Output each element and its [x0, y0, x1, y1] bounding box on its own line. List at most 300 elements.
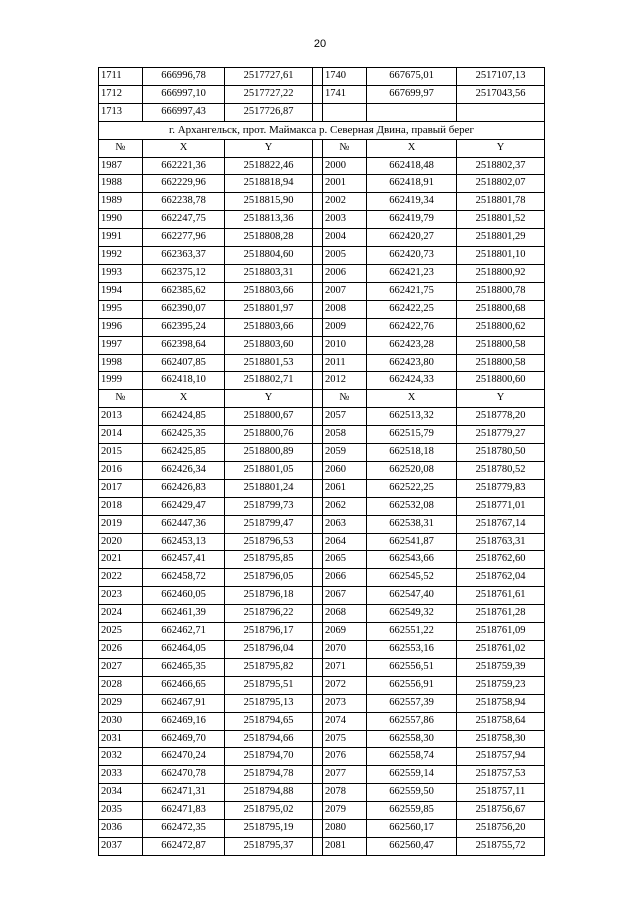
- x-coordinate: 662467,91: [143, 694, 225, 712]
- column-gap: [313, 157, 323, 175]
- point-number: 2035: [99, 802, 143, 820]
- y-coordinate: 2518801,05: [225, 461, 313, 479]
- column-gap: [313, 139, 323, 157]
- header-y: Y: [457, 139, 545, 157]
- point-number: 2061: [323, 479, 367, 497]
- table-row: [99, 605, 545, 623]
- point-number: 2068: [323, 605, 367, 623]
- column-gap: [313, 676, 323, 694]
- x-coordinate: 662470,24: [143, 748, 225, 766]
- y-coordinate: 2518758,30: [457, 730, 545, 748]
- x-coordinate: 662407,85: [143, 354, 225, 372]
- point-number: 1993: [99, 264, 143, 282]
- y-coordinate: 2518796,22: [225, 605, 313, 623]
- point-number: 2019: [99, 515, 143, 533]
- header-x: X: [143, 390, 225, 408]
- y-coordinate: 2518755,72: [457, 837, 545, 855]
- y-coordinate: [457, 103, 545, 121]
- y-coordinate: 2518801,29: [457, 229, 545, 247]
- point-number: 2009: [323, 318, 367, 336]
- x-coordinate: 662421,75: [367, 282, 457, 300]
- x-coordinate: 662541,87: [367, 533, 457, 551]
- y-coordinate: 2518808,28: [225, 229, 313, 247]
- table-row: [99, 694, 545, 712]
- y-coordinate: 2518794,78: [225, 766, 313, 784]
- table-row: [99, 587, 545, 605]
- y-coordinate: 2518757,11: [457, 784, 545, 802]
- point-number: 2059: [323, 444, 367, 462]
- table-row: [99, 497, 545, 515]
- y-coordinate: 2518801,78: [457, 193, 545, 211]
- y-coordinate: 2518804,60: [225, 247, 313, 265]
- y-coordinate: 2518795,51: [225, 676, 313, 694]
- y-coordinate: 2518757,94: [457, 748, 545, 766]
- y-coordinate: 2518771,01: [457, 497, 545, 515]
- table-row: [99, 426, 545, 444]
- x-coordinate: 662472,87: [143, 837, 225, 855]
- coordinates-table: [98, 67, 545, 856]
- point-number: 2064: [323, 533, 367, 551]
- point-number: 2014: [99, 426, 143, 444]
- point-number: 2074: [323, 712, 367, 730]
- x-coordinate: 662518,18: [367, 444, 457, 462]
- y-coordinate: 2518795,37: [225, 837, 313, 855]
- x-coordinate: 662221,36: [143, 157, 225, 175]
- table-row: [99, 85, 545, 103]
- y-coordinate: 2518796,18: [225, 587, 313, 605]
- header-row: [99, 390, 545, 408]
- point-number: [323, 103, 367, 121]
- column-gap: [313, 515, 323, 533]
- point-number: 1987: [99, 157, 143, 175]
- table-row: [99, 837, 545, 855]
- point-number: 2060: [323, 461, 367, 479]
- y-coordinate: 2518794,66: [225, 730, 313, 748]
- x-coordinate: 662447,36: [143, 515, 225, 533]
- column-gap: [313, 623, 323, 641]
- x-coordinate: 662559,14: [367, 766, 457, 784]
- column-gap: [313, 802, 323, 820]
- y-coordinate: 2518756,67: [457, 802, 545, 820]
- point-number: 2077: [323, 766, 367, 784]
- point-number: 2015: [99, 444, 143, 462]
- x-coordinate: 662422,76: [367, 318, 457, 336]
- y-coordinate: 2518800,78: [457, 282, 545, 300]
- x-coordinate: 662418,48: [367, 157, 457, 175]
- y-coordinate: 2518756,20: [457, 820, 545, 838]
- column-gap: [313, 766, 323, 784]
- point-number: 2026: [99, 641, 143, 659]
- point-number: 2008: [323, 300, 367, 318]
- y-coordinate: 2517726,87: [225, 103, 313, 121]
- table-row: [99, 157, 545, 175]
- y-coordinate: 2518801,10: [457, 247, 545, 265]
- column-gap: [313, 247, 323, 265]
- y-coordinate: 2518759,39: [457, 658, 545, 676]
- table-row: [99, 211, 545, 229]
- x-coordinate: 662422,25: [367, 300, 457, 318]
- column-gap: [313, 211, 323, 229]
- column-gap: [313, 426, 323, 444]
- y-coordinate: 2518818,94: [225, 175, 313, 193]
- header-number: №: [323, 390, 367, 408]
- table-row: [99, 372, 545, 390]
- header-x: X: [367, 390, 457, 408]
- point-number: 1711: [99, 68, 143, 86]
- y-coordinate: 2518778,20: [457, 408, 545, 426]
- point-number: 1998: [99, 354, 143, 372]
- column-gap: [313, 103, 323, 121]
- x-coordinate: 662419,34: [367, 193, 457, 211]
- y-coordinate: 2518801,52: [457, 211, 545, 229]
- x-coordinate: 662560,17: [367, 820, 457, 838]
- x-coordinate: 662426,83: [143, 479, 225, 497]
- y-coordinate: 2518757,53: [457, 766, 545, 784]
- y-coordinate: 2518795,02: [225, 802, 313, 820]
- point-number: 2027: [99, 658, 143, 676]
- y-coordinate: 2518779,83: [457, 479, 545, 497]
- table-row: [99, 820, 545, 838]
- point-number: 2037: [99, 837, 143, 855]
- header-row: [99, 139, 545, 157]
- table-row: [99, 730, 545, 748]
- point-number: 2032: [99, 748, 143, 766]
- x-coordinate: 662457,41: [143, 551, 225, 569]
- x-coordinate: 662559,85: [367, 802, 457, 820]
- point-number: 2069: [323, 623, 367, 641]
- point-number: 2007: [323, 282, 367, 300]
- column-gap: [313, 479, 323, 497]
- column-gap: [313, 85, 323, 103]
- y-coordinate: 2518800,68: [457, 300, 545, 318]
- point-number: 2002: [323, 193, 367, 211]
- x-coordinate: 662532,08: [367, 497, 457, 515]
- y-coordinate: 2518815,90: [225, 193, 313, 211]
- x-coordinate: 662469,70: [143, 730, 225, 748]
- y-coordinate: 2518803,31: [225, 264, 313, 282]
- x-coordinate: 662238,78: [143, 193, 225, 211]
- column-gap: [313, 282, 323, 300]
- point-number: 2066: [323, 569, 367, 587]
- point-number: 2024: [99, 605, 143, 623]
- point-number: 2003: [323, 211, 367, 229]
- y-coordinate: 2518800,62: [457, 318, 545, 336]
- x-coordinate: 662472,35: [143, 820, 225, 838]
- x-coordinate: 662424,85: [143, 408, 225, 426]
- point-number: 2016: [99, 461, 143, 479]
- point-number: 2081: [323, 837, 367, 855]
- y-coordinate: 2518759,23: [457, 676, 545, 694]
- point-number: 2057: [323, 408, 367, 426]
- point-number: 2018: [99, 497, 143, 515]
- table-row: [99, 766, 545, 784]
- column-gap: [313, 354, 323, 372]
- point-number: 2072: [323, 676, 367, 694]
- y-coordinate: 2518800,92: [457, 264, 545, 282]
- table-row: [99, 802, 545, 820]
- x-coordinate: 662465,35: [143, 658, 225, 676]
- y-coordinate: 2518794,88: [225, 784, 313, 802]
- x-coordinate: 662425,85: [143, 444, 225, 462]
- column-gap: [313, 533, 323, 551]
- x-coordinate: 662229,96: [143, 175, 225, 193]
- y-coordinate: 2518796,05: [225, 569, 313, 587]
- point-number: 1999: [99, 372, 143, 390]
- point-number: 2067: [323, 587, 367, 605]
- point-number: 1994: [99, 282, 143, 300]
- point-number: 1991: [99, 229, 143, 247]
- y-coordinate: 2518802,07: [457, 175, 545, 193]
- y-coordinate: 2518795,82: [225, 658, 313, 676]
- column-gap: [313, 569, 323, 587]
- x-coordinate: 666996,78: [143, 68, 225, 86]
- column-gap: [313, 318, 323, 336]
- table-row: [99, 461, 545, 479]
- point-number: 2012: [323, 372, 367, 390]
- x-coordinate: 662421,23: [367, 264, 457, 282]
- y-coordinate: 2518796,04: [225, 641, 313, 659]
- y-coordinate: 2518758,64: [457, 712, 545, 730]
- x-coordinate: 662426,34: [143, 461, 225, 479]
- x-coordinate: 662395,24: [143, 318, 225, 336]
- column-gap: [313, 264, 323, 282]
- y-coordinate: 2518800,76: [225, 426, 313, 444]
- y-coordinate: 2518801,24: [225, 479, 313, 497]
- y-coordinate: 2518800,58: [457, 336, 545, 354]
- y-coordinate: 2518761,61: [457, 587, 545, 605]
- point-number: 1741: [323, 85, 367, 103]
- column-gap: [313, 641, 323, 659]
- point-number: 1997: [99, 336, 143, 354]
- point-number: 2006: [323, 264, 367, 282]
- column-gap: [313, 336, 323, 354]
- y-coordinate: 2518767,14: [457, 515, 545, 533]
- table-row: [99, 264, 545, 282]
- point-number: 2028: [99, 676, 143, 694]
- x-coordinate: 662513,32: [367, 408, 457, 426]
- column-gap: [313, 730, 323, 748]
- x-coordinate: 662458,72: [143, 569, 225, 587]
- column-gap: [313, 748, 323, 766]
- header-x: X: [143, 139, 225, 157]
- table-row: [99, 712, 545, 730]
- section-title-row: [99, 121, 545, 139]
- x-coordinate: 666997,10: [143, 85, 225, 103]
- table-row: [99, 282, 545, 300]
- x-coordinate: 662462,71: [143, 623, 225, 641]
- point-number: 2005: [323, 247, 367, 265]
- column-gap: [313, 229, 323, 247]
- point-number: 2079: [323, 802, 367, 820]
- x-coordinate: 662558,74: [367, 748, 457, 766]
- point-number: 1989: [99, 193, 143, 211]
- point-number: 2075: [323, 730, 367, 748]
- y-coordinate: 2518799,73: [225, 497, 313, 515]
- x-coordinate: 662464,05: [143, 641, 225, 659]
- point-number: 2000: [323, 157, 367, 175]
- x-coordinate: 662461,39: [143, 605, 225, 623]
- y-coordinate: 2518813,36: [225, 211, 313, 229]
- column-gap: [313, 551, 323, 569]
- point-number: 1740: [323, 68, 367, 86]
- column-gap: [313, 712, 323, 730]
- y-coordinate: 2517727,22: [225, 85, 313, 103]
- y-coordinate: 2517043,56: [457, 85, 545, 103]
- y-coordinate: 2518800,58: [457, 354, 545, 372]
- y-coordinate: 2518803,66: [225, 282, 313, 300]
- y-coordinate: 2518761,09: [457, 623, 545, 641]
- point-number: 2034: [99, 784, 143, 802]
- x-coordinate: 662522,25: [367, 479, 457, 497]
- x-coordinate: 662419,79: [367, 211, 457, 229]
- table-row: [99, 658, 545, 676]
- y-coordinate: 2518795,85: [225, 551, 313, 569]
- table-row: [99, 676, 545, 694]
- point-number: 2021: [99, 551, 143, 569]
- table-row: [99, 515, 545, 533]
- x-coordinate: 662471,31: [143, 784, 225, 802]
- y-coordinate: 2518822,46: [225, 157, 313, 175]
- x-coordinate: 662398,64: [143, 336, 225, 354]
- x-coordinate: 662375,12: [143, 264, 225, 282]
- column-gap: [313, 461, 323, 479]
- x-coordinate: 667699,97: [367, 85, 457, 103]
- point-number: 2031: [99, 730, 143, 748]
- point-number: 2036: [99, 820, 143, 838]
- point-number: 2063: [323, 515, 367, 533]
- table-row: [99, 748, 545, 766]
- y-coordinate: 2517727,61: [225, 68, 313, 86]
- table-row: [99, 533, 545, 551]
- table-row: [99, 623, 545, 641]
- point-number: 1713: [99, 103, 143, 121]
- column-gap: [313, 784, 323, 802]
- point-number: 2013: [99, 408, 143, 426]
- x-coordinate: 662553,16: [367, 641, 457, 659]
- x-coordinate: 662429,47: [143, 497, 225, 515]
- column-gap: [313, 193, 323, 211]
- y-coordinate: 2518796,17: [225, 623, 313, 641]
- table-row: [99, 408, 545, 426]
- x-coordinate: 662538,31: [367, 515, 457, 533]
- x-coordinate: 662469,16: [143, 712, 225, 730]
- x-coordinate: 662520,08: [367, 461, 457, 479]
- table-row: [99, 68, 545, 86]
- x-coordinate: 662423,28: [367, 336, 457, 354]
- point-number: 2023: [99, 587, 143, 605]
- x-coordinate: 662420,73: [367, 247, 457, 265]
- point-number: 1992: [99, 247, 143, 265]
- table-row: [99, 641, 545, 659]
- header-number: №: [99, 390, 143, 408]
- point-number: 1996: [99, 318, 143, 336]
- x-coordinate: 667675,01: [367, 68, 457, 86]
- x-coordinate: 662557,86: [367, 712, 457, 730]
- x-coordinate: [367, 103, 457, 121]
- column-gap: [313, 372, 323, 390]
- table-row: [99, 247, 545, 265]
- point-number: 2017: [99, 479, 143, 497]
- column-gap: [313, 390, 323, 408]
- point-number: 2022: [99, 569, 143, 587]
- column-gap: [313, 820, 323, 838]
- y-coordinate: 2518800,60: [457, 372, 545, 390]
- y-coordinate: 2518794,65: [225, 712, 313, 730]
- point-number: 2010: [323, 336, 367, 354]
- x-coordinate: 662418,10: [143, 372, 225, 390]
- x-coordinate: 662543,66: [367, 551, 457, 569]
- x-coordinate: 662471,83: [143, 802, 225, 820]
- x-coordinate: 662420,27: [367, 229, 457, 247]
- point-number: 2033: [99, 766, 143, 784]
- y-coordinate: 2518780,52: [457, 461, 545, 479]
- x-coordinate: 666997,43: [143, 103, 225, 121]
- x-coordinate: 662363,37: [143, 247, 225, 265]
- y-coordinate: 2518780,50: [457, 444, 545, 462]
- point-number: 2065: [323, 551, 367, 569]
- y-coordinate: 2517107,13: [457, 68, 545, 86]
- table-row: [99, 318, 545, 336]
- column-gap: [313, 408, 323, 426]
- y-coordinate: 2518802,37: [457, 157, 545, 175]
- point-number: 2070: [323, 641, 367, 659]
- point-number: 2076: [323, 748, 367, 766]
- header-y: Y: [225, 390, 313, 408]
- x-coordinate: 662559,50: [367, 784, 457, 802]
- column-gap: [313, 837, 323, 855]
- x-coordinate: 662549,32: [367, 605, 457, 623]
- y-coordinate: 2518762,04: [457, 569, 545, 587]
- page-number: 20: [313, 38, 327, 50]
- y-coordinate: 2518795,13: [225, 694, 313, 712]
- x-coordinate: 662545,52: [367, 569, 457, 587]
- x-coordinate: 662556,51: [367, 658, 457, 676]
- x-coordinate: 662424,33: [367, 372, 457, 390]
- y-coordinate: 2518794,70: [225, 748, 313, 766]
- point-number: 1988: [99, 175, 143, 193]
- x-coordinate: 662466,65: [143, 676, 225, 694]
- point-number: 1995: [99, 300, 143, 318]
- point-number: 1990: [99, 211, 143, 229]
- header-y: Y: [225, 139, 313, 157]
- table-row: [99, 444, 545, 462]
- column-gap: [313, 658, 323, 676]
- table-row: [99, 336, 545, 354]
- column-gap: [313, 300, 323, 318]
- y-coordinate: 2518801,53: [225, 354, 313, 372]
- column-gap: [313, 497, 323, 515]
- table-row: [99, 103, 545, 121]
- table-row: [99, 551, 545, 569]
- table-row: [99, 569, 545, 587]
- x-coordinate: 662470,78: [143, 766, 225, 784]
- header-number: №: [323, 139, 367, 157]
- y-coordinate: 2518800,89: [225, 444, 313, 462]
- point-number: 2073: [323, 694, 367, 712]
- point-number: 2062: [323, 497, 367, 515]
- table-row: [99, 300, 545, 318]
- table-row: [99, 193, 545, 211]
- x-coordinate: 662423,80: [367, 354, 457, 372]
- point-number: 1712: [99, 85, 143, 103]
- x-coordinate: 662558,30: [367, 730, 457, 748]
- point-number: 2080: [323, 820, 367, 838]
- y-coordinate: 2518779,27: [457, 426, 545, 444]
- column-gap: [313, 68, 323, 86]
- x-coordinate: 662425,35: [143, 426, 225, 444]
- y-coordinate: 2518801,97: [225, 300, 313, 318]
- point-number: 2020: [99, 533, 143, 551]
